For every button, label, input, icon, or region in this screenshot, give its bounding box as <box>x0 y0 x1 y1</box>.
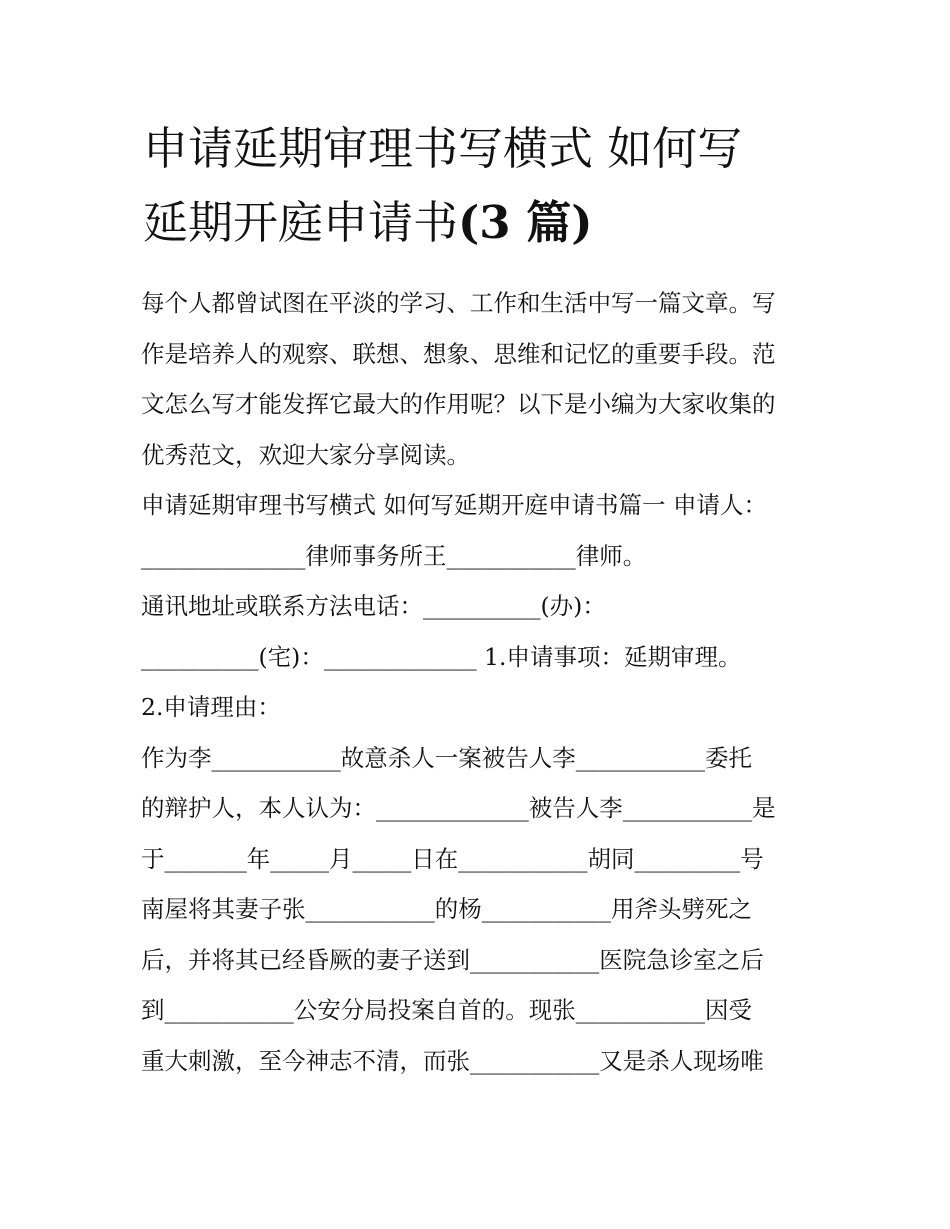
body-line: 通讯地址或联系方法电话：__________(办)： <box>141 592 606 620</box>
body-line: ______________律师事务所王___________律师。 <box>141 541 647 570</box>
document-body <box>141 278 821 1086</box>
body-line: 后，并将其已经昏厥的妻子送到___________医院急诊室之后 <box>141 945 764 974</box>
title-line-2 <box>143 186 823 260</box>
body-line: 申请延期审理书写横式 如何写延期开庭申请书篇一 申请人： <box>141 491 767 519</box>
body-line: 于_______年_____月_____日在___________胡同_________号 <box>141 844 764 873</box>
body-line: 到___________公安分局投案自首的。现张___________因受 <box>141 996 752 1024</box>
body-line: 作为李___________故意杀人一案被告人李___________委托 <box>141 743 752 772</box>
body-line: 的辩护人，本人认为：_____________被告人李___________是 <box>141 794 776 822</box>
body-line: 2.申请理由： <box>141 693 281 721</box>
body-line: 文怎么写才能发挥它最大的作用呢？以下是小编为大家收集的 <box>141 390 776 418</box>
title-line-2-main: 延期开庭申请书 <box>143 196 459 249</box>
body-line: 重大刺激，至今神志不清，而张___________又是杀人现场唯 <box>141 1046 764 1075</box>
body-line: 每个人都曾试图在平淡的学习、工作和生活中写一篇文章。写 <box>141 289 776 317</box>
body-line: 南屋将其妻子张___________的杨___________用斧头劈死之 <box>141 895 752 923</box>
body-line: __________(宅)：_____________ 1.申请事项：延期审理。 <box>141 642 742 671</box>
title-line-1: 申请延期审理书写横式 如何写 <box>143 122 743 175</box>
body-line: 作是培养人的观察、联想、想象、思维和记忆的重要手段。范 <box>141 339 776 368</box>
body-line: 优秀范文，欢迎大家分享阅读。 <box>141 440 470 469</box>
title-line-2-suffix: (3 篇) <box>458 196 593 249</box>
page-title <box>143 112 823 260</box>
